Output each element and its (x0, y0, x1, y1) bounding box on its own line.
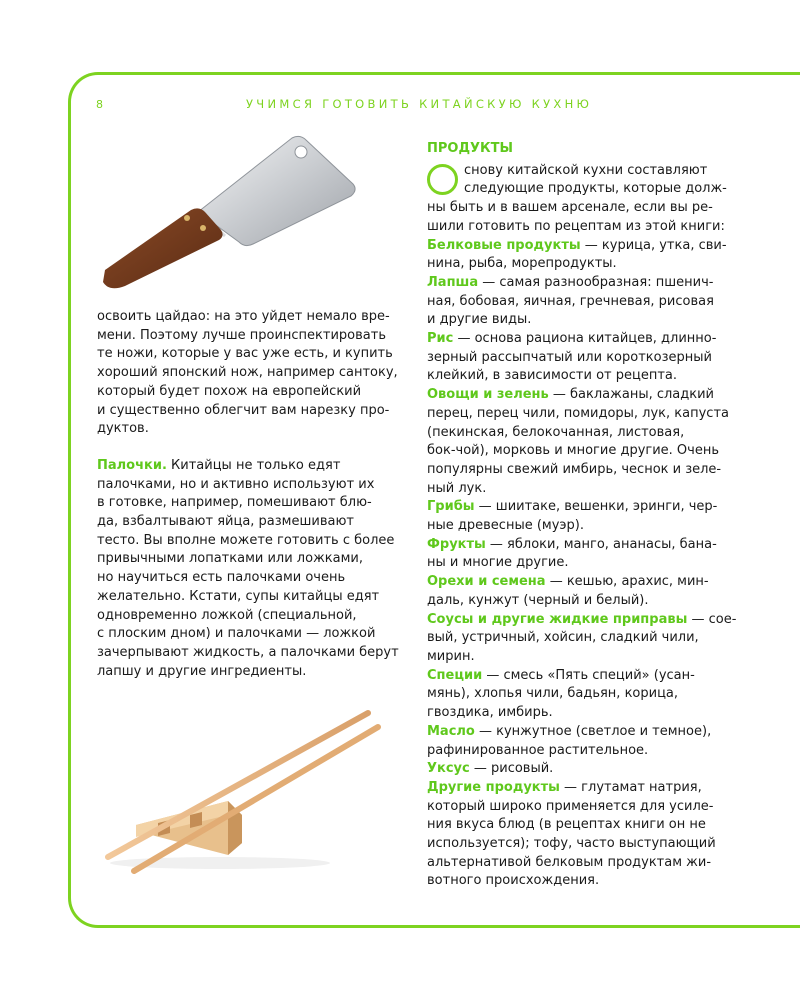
product-category-text: — самая разнообразная: пшенич- (478, 274, 714, 290)
product-category-name: Соусы и другие жидкие приправы (427, 611, 688, 627)
product-category-text: — рисовый. (469, 761, 554, 777)
product-category-text: — кунжутное (светлое и темное), (474, 723, 712, 739)
intro-paragraph (427, 162, 737, 237)
product-category-name: Орехи и семена (427, 574, 546, 590)
knife-paragraph (97, 308, 402, 439)
product-item (427, 498, 737, 535)
product-category-text: — смесь «Пять специй» (усан- (482, 667, 695, 683)
product-category-text: — шиитаке, вешенки, эринги, чер- (474, 499, 718, 515)
product-category-name: Лапша (427, 274, 479, 290)
product-item (427, 723, 737, 760)
text-line: палочками, но и активно используют их (97, 476, 375, 492)
text-line: лапшу и другие ингредиенты. (97, 663, 307, 679)
text-line: дуктов. (97, 421, 149, 437)
text-line: ная, бобовая, яичная, гречневая, рисовая (427, 293, 714, 309)
text-line: используется); тофу, часто выступающий (427, 836, 716, 852)
product-category-name: Специи (427, 667, 483, 683)
text-line: Китайцы не только едят (166, 457, 341, 473)
product-category-text: — яблоки, манго, ананасы, бана- (485, 536, 717, 552)
text-line: да, взбалтывают яйца, размешивают (97, 514, 354, 530)
text-line: ны быть и в вашем арсенале, если вы ре- (427, 200, 713, 216)
text-line: в готовке, например, помешивают блю- (97, 495, 372, 511)
text-line: который широко применяется для усиле- (427, 798, 714, 814)
product-item (427, 611, 737, 667)
text-line: хороший японский нож, например сантоку, (97, 365, 398, 381)
text-line: популярны свежий имбирь, чеснок и зеле- (427, 461, 722, 477)
section-heading: ПРОДУКТЫ (427, 141, 514, 156)
product-category-name: Масло (427, 723, 475, 739)
product-item (427, 274, 737, 330)
product-list (427, 237, 737, 892)
text-line: и другие виды. (427, 312, 532, 328)
product-category-name: Белковые продукты (427, 237, 581, 253)
text-line: вый, устричный, хойсин, сладкий чили, (427, 630, 699, 646)
product-category-text: — баклажаны, сладкий (548, 387, 715, 403)
text-line: клейкий, в зависимости от рецепта. (427, 368, 677, 384)
product-item (427, 667, 737, 723)
text-line: рафинированное растительное. (427, 742, 649, 758)
chopsticks-on-rest-image (100, 705, 390, 875)
text-line: ные древесные (муэр). (427, 518, 584, 534)
product-item (427, 573, 737, 610)
text-line: нина, рыба, морепродукты. (427, 256, 617, 272)
text-line: мянь), хлопья чили, бадьян, корица, (427, 686, 679, 702)
product-category-text: — глутамат натрия, (559, 779, 702, 795)
left-column (97, 308, 402, 681)
text-line: мирин. (427, 648, 475, 664)
text-line: те ножи, которые у вас уже есть, и купить (97, 346, 393, 362)
text-line: шили готовить по рецептам из этой книги: (427, 218, 725, 234)
product-category-name: Другие продукты (427, 779, 560, 795)
chopsticks-paragraph (97, 457, 402, 681)
right-column (427, 140, 737, 891)
text-line: снову китайской кухни составляют (464, 162, 708, 178)
text-line: вотного происхождения. (427, 873, 600, 889)
text-line: ны и многие другие. (427, 555, 569, 571)
text-line: но научиться есть палочками очень (97, 570, 346, 586)
text-line: бок-чой), морковь и многие другие. Очень (427, 443, 720, 459)
cleaver-knife-image (95, 132, 365, 292)
product-item (427, 237, 737, 274)
text-line: мени. Поэтому лучше проинспектировать (97, 327, 386, 343)
text-line: и существенно облегчит вам нарезку про- (97, 402, 390, 418)
running-title: УЧИМСЯ ГОТОВИТЬ КИТАЙСКУЮ КУХНЮ (246, 97, 593, 111)
product-category-text: — курица, утка, сви- (580, 237, 727, 253)
product-category-name: Фрукты (427, 536, 486, 552)
text-line: даль, кунжут (черный и белый). (427, 592, 649, 608)
page-number: 8 (96, 98, 103, 111)
product-item (427, 386, 737, 498)
product-item (427, 536, 737, 573)
text-line: привычными лопатками или ложками, (97, 551, 363, 567)
product-item (427, 779, 737, 891)
product-item (427, 330, 737, 386)
text-line: (пекинская, белокочанная, листовая, (427, 424, 685, 440)
text-line: который будет похож на европейский (97, 383, 362, 399)
text-line: гвоздика, имбирь. (427, 705, 553, 721)
product-category-text: — кешью, арахис, мин- (545, 574, 709, 590)
product-category-text: — сое- (687, 611, 737, 627)
product-category-text: — основа рациона китайцев, длинно- (453, 331, 717, 347)
text-line: желательно. Кстати, супы китайцы едят (97, 588, 380, 604)
text-line: альтернативой белковым продуктам жи- (427, 854, 712, 870)
product-category-name: Уксус (427, 761, 470, 777)
product-category-name: Рис (427, 331, 454, 347)
text-line: зерный рассыпчатый или короткозерный (427, 349, 712, 365)
product-item (427, 760, 737, 779)
text-line: зачерпывают жидкость, а палочками берут (97, 644, 399, 660)
product-category-name: Овощи и зелень (427, 387, 549, 403)
chopsticks-lead: Палочки. (97, 457, 167, 473)
text-line: ния вкуса блюд (в рецептах книги он не (427, 817, 706, 833)
text-line: ный лук. (427, 480, 487, 496)
text-line: тесто. Вы вполне можете готовить с более (97, 532, 395, 548)
text-line: следующие продукты, которые долж- (464, 181, 727, 197)
text-line: с плоским дном) и палочками — ложкой (97, 626, 376, 642)
text-line: освоить цайдао: на это уйдет немало вре- (97, 309, 390, 324)
text-line: перец, перец чили, помидоры, лук, капуста (427, 405, 729, 421)
text-line: одновременно ложкой (специальной, (97, 607, 357, 623)
product-category-name: Грибы (427, 499, 475, 515)
drop-cap-letter-o (427, 164, 458, 195)
